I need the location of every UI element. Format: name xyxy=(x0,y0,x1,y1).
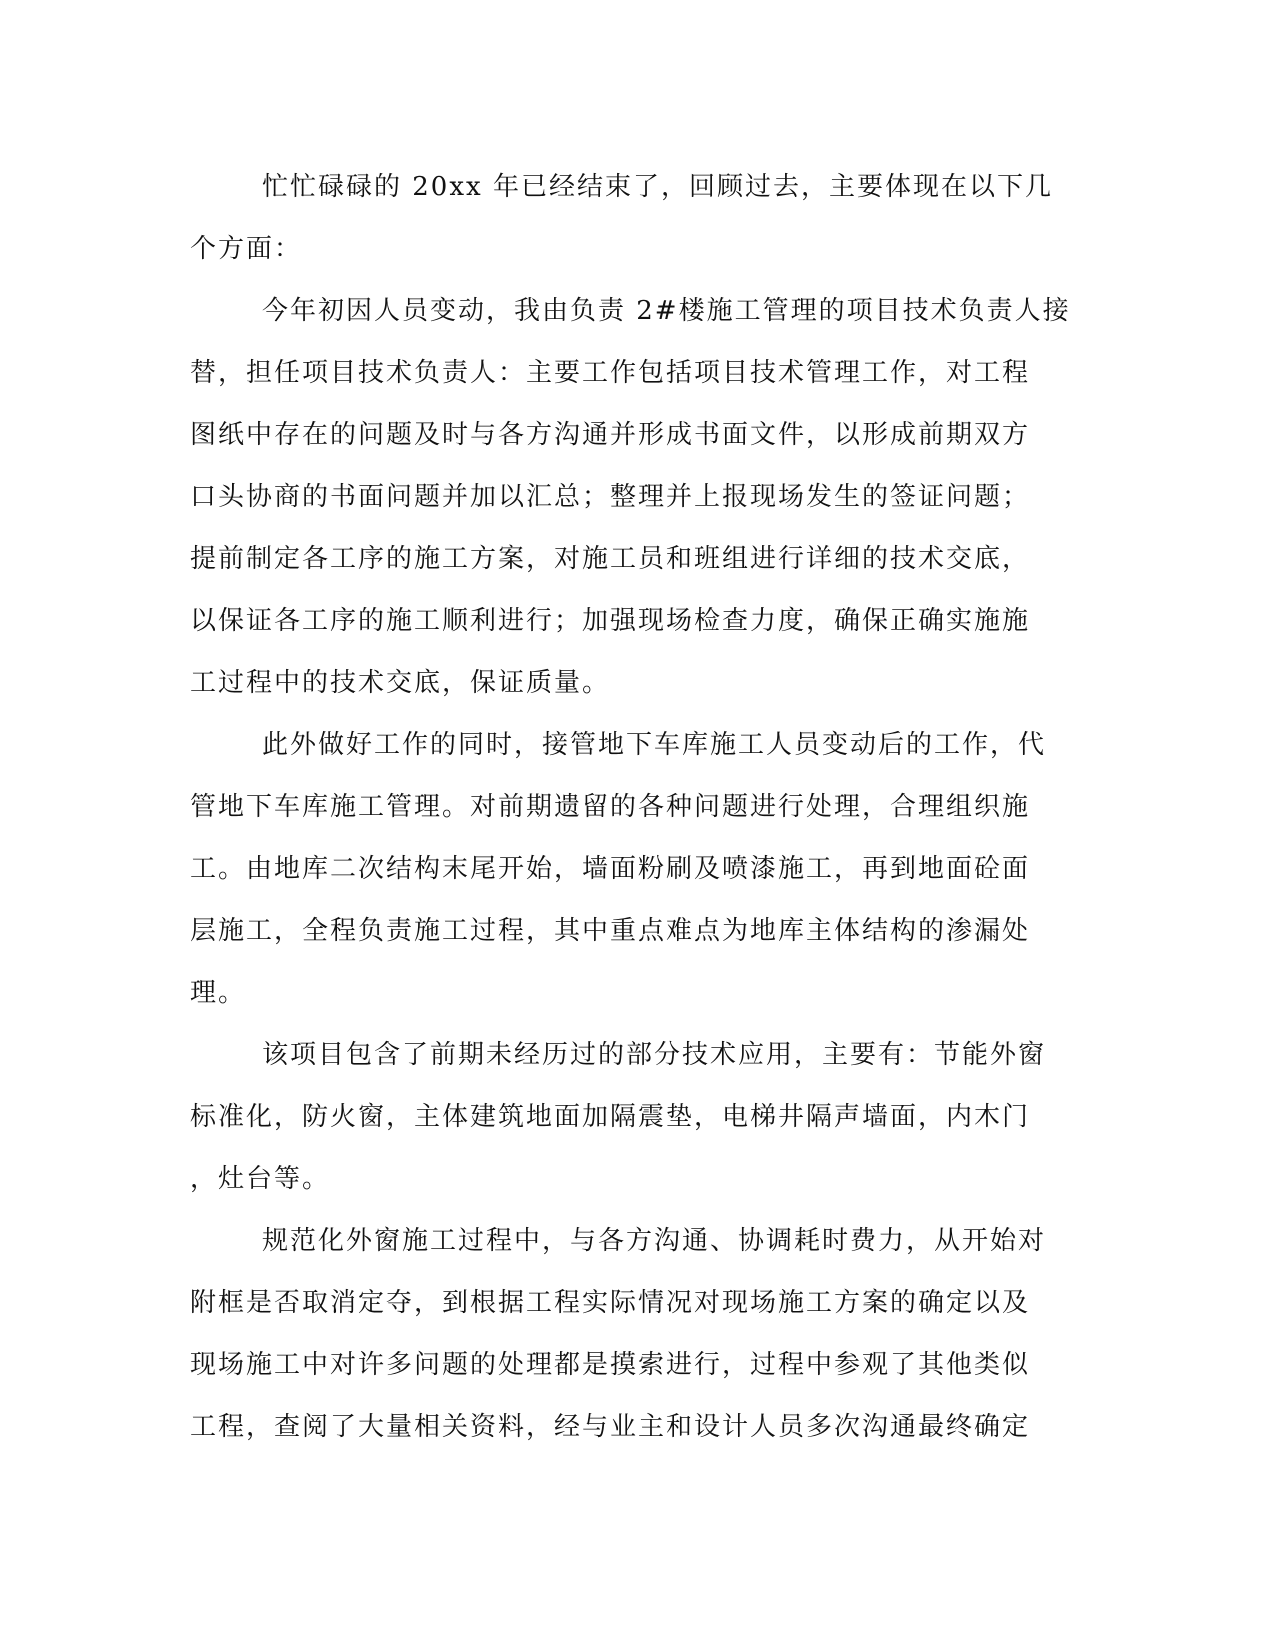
text-line: 规范化外窗施工过程中，与各方沟通、协调耗时费力，从开始对 xyxy=(262,1226,1047,1256)
text-line: 今年初因人员变动，我由负责 2#楼施工管理的项目技术负责人接 xyxy=(262,296,1071,326)
text-line: 现场施工中对许多问题的处理都是摸索进行，过程中参观了其他类似 xyxy=(190,1350,1031,1380)
text-line: ，灶台等。 xyxy=(190,1164,331,1194)
text-line: 口头协商的书面问题并加以汇总；整理并上报现场发生的签证问题； xyxy=(190,482,1031,512)
text-line: 以保证各工序的施工顺利进行；加强现场检查力度，确保正确实施施 xyxy=(190,606,1031,636)
text-line: 图纸中存在的问题及时与各方沟通并形成书面文件，以形成前期双方 xyxy=(190,420,1031,450)
text-line: 工过程中的技术交底，保证质量。 xyxy=(190,668,611,698)
text-line: 该项目包含了前期未经历过的部分技术应用，主要有：节能外窗 xyxy=(262,1040,1047,1070)
text-line: 此外做好工作的同时，接管地下车库施工人员变动后的工作，代 xyxy=(262,730,1047,760)
text-line: 层施工，全程负责施工过程，其中重点难点为地库主体结构的渗漏处 xyxy=(190,916,1031,946)
text-line: 工程，查阅了大量相关资料，经与业主和设计人员多次沟通最终确定 xyxy=(190,1412,1031,1442)
text-line: 个方面： xyxy=(190,234,303,264)
text-line: 标准化，防火窗，主体建筑地面加隔震垫，电梯井隔声墙面，内木门 xyxy=(190,1102,1031,1132)
text-line: 附框是否取消定夺，到根据工程实际情况对现场施工方案的确定以及 xyxy=(190,1288,1031,1318)
text-line: 工。由地库二次结构末尾开始，墙面粉刷及喷漆施工，再到地面砼面 xyxy=(190,854,1031,884)
text-line: 忙忙碌碌的 20xx 年已经结束了，回顾过去，主要体现在以下几 xyxy=(262,172,1053,202)
text-line: 管地下车库施工管理。对前期遗留的各种问题进行处理，合理组织施 xyxy=(190,792,1031,822)
text-line: 替，担任项目技术负责人：主要工作包括项目技术管理工作，对工程 xyxy=(190,358,1031,388)
text-line: 理。 xyxy=(190,978,247,1008)
text-line: 提前制定各工序的施工方案，对施工员和班组进行详细的技术交底， xyxy=(190,544,1031,574)
